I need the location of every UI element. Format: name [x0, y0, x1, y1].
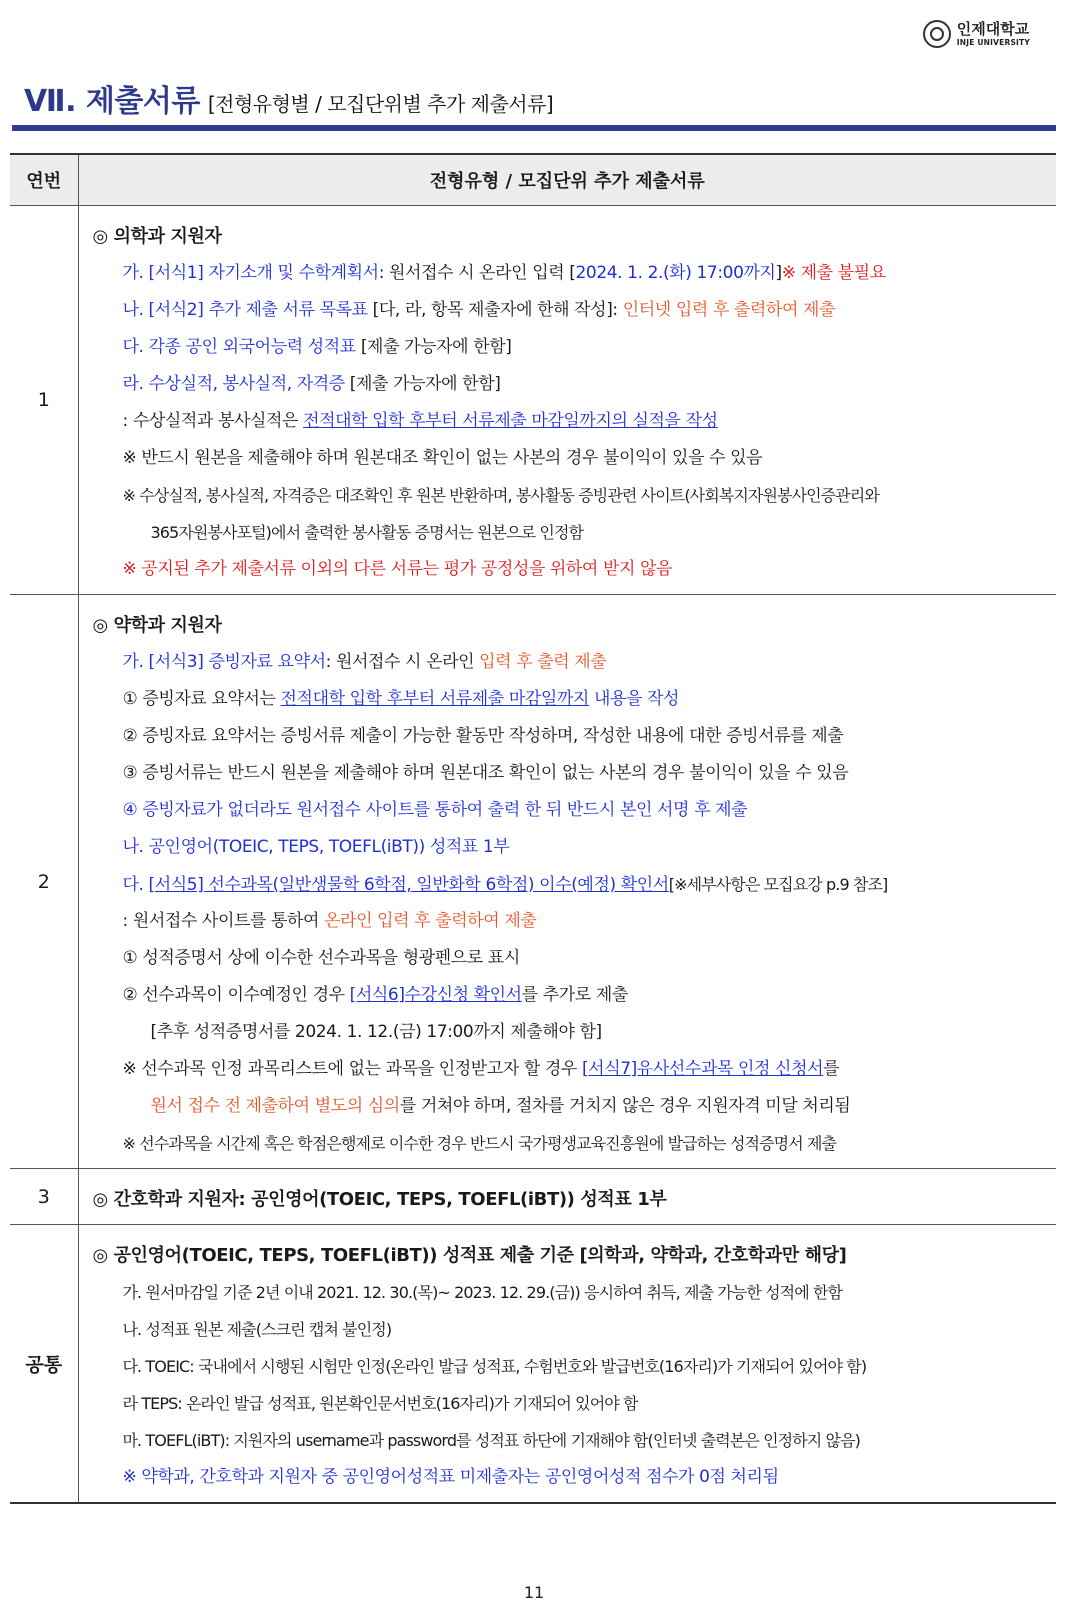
text-span: 내용을 작성 — [588, 689, 680, 709]
university-seal-icon — [923, 20, 951, 48]
content-line — [93, 403, 1057, 440]
text-span: ◎ 공인영어(TOEIC, TEPS, TOEFL(iBT)) 성적표 제출 기준 [의학과, 약학과, 간호학과만 해당] — [92, 1245, 847, 1266]
content-line — [93, 1311, 1057, 1348]
text-span: [제출 가능자에 한함] — [355, 337, 512, 357]
text-span: ※ 반드시 원본을 제출해야 하며 원본대조 확인이 없는 사본의 경우 불이익이 있을 수 있음 — [122, 448, 763, 468]
content-line — [93, 718, 1057, 755]
text-span: [서식5] 선수과목(일반생물학 6학점, 일반화학 6학점) 이수(예정) 확인서 — [148, 875, 669, 895]
content-line — [93, 1422, 1057, 1459]
text-span: : 수상실적과 봉사실적은 — [122, 411, 304, 431]
text-span: 나. 성적표 원본 제출(스크린 캡쳐 불인정) — [122, 1320, 392, 1339]
text-span: ◎ 약학과 지원자 — [92, 615, 222, 636]
text-span: 를 추가로 제출 — [521, 985, 628, 1005]
text-span: ① 증빙자료 요약서는 — [122, 689, 281, 709]
text-span: ◎ 의학과 지원자 — [92, 226, 222, 247]
text-span: : 원서접수 시 온라인 입력 [ — [378, 263, 576, 283]
page-number: 11 — [523, 1583, 545, 1602]
row-number: 3 — [10, 1169, 78, 1225]
text-span: ※ 수상실적, 봉사실적, 자격증은 대조확인 후 원본 반환하며, 봉사활동 증빙관련 사이트(사회복지자원봉사인증관리와 — [122, 486, 879, 505]
content-line — [93, 1274, 1057, 1311]
content-line — [93, 292, 1057, 329]
table-row — [10, 1169, 1056, 1225]
text-span: 다. — [122, 875, 149, 895]
content-line — [93, 681, 1057, 718]
content-line — [93, 940, 1057, 977]
text-span: ※ 제출 불필요 — [781, 263, 886, 283]
text-span: [서식6]수강신청 확인서 — [349, 985, 522, 1005]
text-span: 를 — [823, 1059, 840, 1079]
text-span: ※ 약학과, 간호학과 지원자 중 공인영어성적표 미제출자는 공인영어성적 점수가 0점 처리됨 — [122, 1467, 779, 1487]
text-span: : 원서접수 사이트를 통하여 — [122, 911, 325, 931]
text-span: 라 TEPS: 온라인 발급 성적표, 원본확인문서번호(16자리)가 기재되어 있어야 함 — [122, 1394, 638, 1413]
text-span: [추후 성적증명서를 2024. 1. 12.(금) 17:00까지 제출해야 함] — [150, 1022, 602, 1042]
content-line — [93, 1237, 1057, 1274]
text-span: 다. TOEIC: 국내에서 시행된 시험만 인정(온라인 발급 성적표, 수험번호와 발급번호(16자리)가 기재되어 있어야 함) — [122, 1357, 867, 1376]
row-number: 2 — [10, 595, 78, 1169]
text-span: ① 성적증명서 상에 이수한 선수과목을 형광펜으로 표시 — [122, 948, 520, 968]
row-number: 공통 — [10, 1225, 78, 1504]
row-number: 1 — [10, 206, 78, 595]
content-line — [93, 903, 1057, 940]
text-span: ② 선수과목이 이수예정인 경우 — [122, 985, 350, 1005]
text-span: 전적대학 입학 후부터 서류제출 마감일까지의 실적을 작성 — [303, 411, 718, 431]
row-content — [78, 206, 1056, 595]
content-line — [93, 329, 1057, 366]
content-line — [93, 1014, 1057, 1051]
section-title-sub: [전형유형별 / 모집단위별 추가 제출서류] — [207, 92, 554, 116]
content-line — [93, 1348, 1057, 1385]
text-span: 전적대학 입학 후부터 서류제출 마감일까지 — [280, 689, 589, 709]
content-line — [93, 477, 1057, 514]
text-span: : 원서접수 시 온라인 — [325, 652, 480, 672]
text-span: 다. 각종 공인 외국어능력 성적표 — [122, 337, 356, 357]
content-line — [93, 255, 1057, 292]
content-line — [93, 755, 1057, 792]
header-no: 연번 — [10, 154, 78, 206]
content-line — [93, 514, 1057, 551]
text-span: ※ 선수과목을 시간제 혹은 학점은행제로 이수한 경우 반드시 국가평생교육진흥원에 발급하는 성적증명서 제출 — [122, 1134, 837, 1153]
table-header-row — [10, 154, 1056, 206]
table-row — [10, 206, 1056, 595]
content-line — [93, 440, 1057, 477]
text-span: ] — [775, 263, 782, 283]
row-content — [78, 1225, 1056, 1504]
text-span: ③ 증빙서류는 반드시 원본을 제출해야 하며 원본대조 확인이 없는 사본의 경우 불이익이 있을 수 있음 — [122, 763, 849, 783]
content-line — [93, 607, 1057, 644]
content-line — [93, 792, 1057, 829]
text-span: 365자원봉사포털)에서 출력한 봉사활동 증명서는 원본으로 인정함 — [150, 523, 584, 542]
header-content: 전형유형 / 모집단위 추가 제출서류 — [78, 154, 1056, 206]
text-span: ※ 공지된 추가 제출서류 이외의 다른 서류는 평가 공정성을 위하여 받지 않음 — [122, 559, 673, 579]
text-span: 원서 접수 전 제출하여 별도의 심의 — [150, 1096, 400, 1116]
title-underline — [12, 125, 1056, 131]
text-span: 를 거쳐야 하며, 절차를 거치지 않은 경우 지원자격 미달 처리됨 — [399, 1096, 851, 1116]
text-span: [서식7]유사선수과목 인정 신청서 — [581, 1059, 824, 1079]
content-line — [93, 1385, 1057, 1422]
section-title-main: Ⅶ. 제출서류 — [24, 84, 200, 119]
table-row — [10, 1225, 1056, 1504]
section-title — [24, 76, 553, 120]
row-content — [78, 595, 1056, 1169]
text-span: 가. [서식3] 증빙자료 요약서 — [122, 652, 326, 672]
content-line — [93, 551, 1057, 588]
content-line — [93, 1459, 1057, 1496]
text-span: ④ 증빙자료가 없더라도 원서접수 사이트를 통하여 출력 한 뒤 반드시 본인 서명 후 제출 — [122, 800, 748, 820]
content-line — [93, 1088, 1057, 1125]
text-span: 마. TOEFL(iBT): 지원자의 username과 password를 성적표 하단에 기재해야 함(인터넷 출력본은 인정하지 않음) — [122, 1431, 860, 1450]
row-content — [78, 1169, 1056, 1225]
university-logo — [923, 20, 1030, 48]
text-span: 가. [서식1] 자기소개 및 수학계획서 — [122, 263, 379, 283]
text-span: ◎ 간호학과 지원자: 공인영어(TOEIC, TEPS, TOEFL(iBT)) 성적표 1부 — [92, 1189, 667, 1210]
table-row — [10, 595, 1056, 1169]
text-span: 온라인 입력 후 출력하여 제출 — [324, 911, 537, 931]
text-span: 라. 수상실적, 봉사실적, 자격증 — [122, 374, 345, 394]
content-line — [93, 1125, 1057, 1162]
logo-name-en: INJE UNIVERSITY — [956, 37, 1030, 47]
text-span: [※세부사항은 모집요강 p.9 참조] — [668, 875, 888, 894]
text-span: ※ 선수과목 인정 과목리스트에 없는 과목을 인정받고자 할 경우 — [122, 1059, 582, 1079]
content-line — [93, 866, 1057, 903]
text-span: 2024. 1. 2.(화) 17:00까지 — [575, 263, 776, 283]
text-span: 인터넷 입력 후 출력하여 제출 — [622, 300, 836, 320]
content-line — [93, 218, 1057, 255]
text-span: [다, 라, 항목 제출자에 한해 작성]: — [367, 300, 623, 320]
content-line — [93, 829, 1057, 866]
logo-name-ko: 인제대학교 — [956, 19, 1030, 38]
content-line — [93, 644, 1057, 681]
text-span: 가. 원서마감일 기준 2년 이내 2021. 12. 30.(목)~ 2023. 12. 29.(금)) 응시하여 취득, 제출 가능한 성적에 한함 — [122, 1283, 843, 1302]
text-span: 입력 후 출력 제출 — [479, 652, 607, 672]
content-line — [93, 977, 1057, 1014]
text-span: ② 증빙자료 요약서는 증빙서류 제출이 가능한 활동만 작성하며, 작성한 내용에 대한 증빙서류를 제출 — [122, 726, 844, 746]
text-span: 나. 공인영어(TOEIC, TEPS, TOEFL(iBT)) 성적표 1부 — [122, 837, 510, 857]
content-line — [93, 366, 1057, 403]
documents-table — [10, 153, 1056, 1504]
content-line — [93, 1181, 1057, 1218]
text-span: [제출 가능자에 한함] — [344, 374, 501, 394]
text-span: 나. [서식2] 추가 제출 서류 목록표 — [122, 300, 368, 320]
content-line — [93, 1051, 1057, 1088]
